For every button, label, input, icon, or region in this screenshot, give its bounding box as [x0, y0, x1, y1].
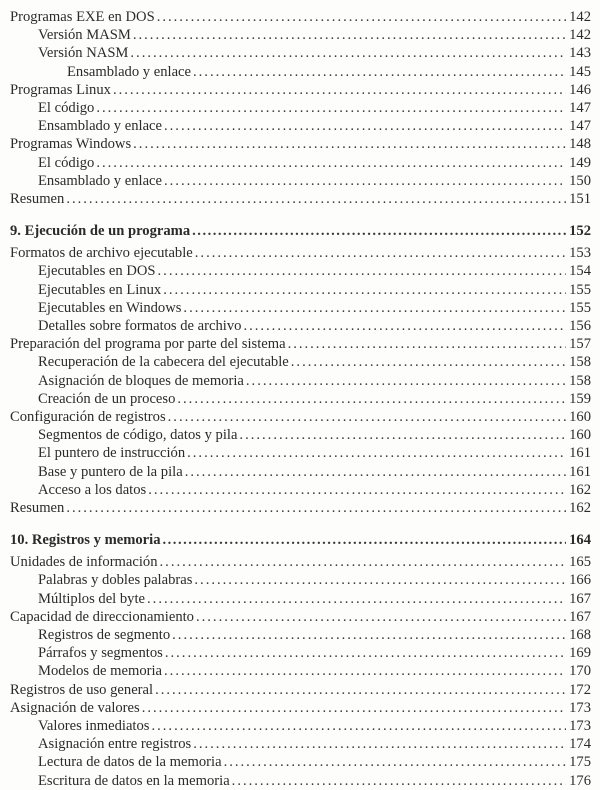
dot-leader	[246, 372, 566, 390]
toc-entry-title: Resumen	[10, 499, 65, 516]
toc-entry-page: 158	[569, 372, 591, 389]
toc-entry	[10, 463, 591, 481]
toc-entry	[10, 262, 591, 280]
dot-leader	[164, 662, 566, 680]
toc-entry-page: 155	[569, 299, 591, 316]
toc-entry	[10, 408, 591, 426]
toc-entry-title: Versión NASM	[38, 45, 129, 62]
toc-entry-page: 168	[569, 627, 591, 643]
toc-entry-page: 142	[569, 27, 591, 44]
dot-leader	[172, 626, 566, 644]
toc-entry	[10, 644, 591, 662]
dot-leader	[157, 8, 566, 26]
toc-entry	[10, 553, 591, 571]
toc-entry	[10, 735, 591, 753]
dot-leader	[113, 81, 566, 99]
toc-entry-title: El código	[38, 99, 95, 116]
toc-entry-page: 176	[569, 772, 591, 789]
dot-leader	[224, 753, 567, 771]
toc-entry-page: 147	[569, 99, 591, 116]
dot-leader	[291, 353, 566, 371]
toc-entry	[10, 608, 591, 626]
toc-entry-title: Ejecutables en Windows	[38, 299, 182, 316]
toc-entry-page: 160	[569, 408, 591, 425]
dot-leader	[194, 571, 566, 589]
toc-entry	[10, 44, 591, 62]
toc-entry	[10, 571, 591, 589]
dot-leader	[243, 317, 566, 335]
toc-entry	[10, 26, 591, 44]
toc-entry-page: 162	[569, 481, 591, 498]
table-of-contents	[10, 8, 591, 790]
toc-entry-title: Formatos de archivo ejecutable	[10, 245, 193, 262]
dot-leader	[164, 117, 566, 135]
dot-leader	[196, 608, 566, 626]
toc-entry-page: 170	[569, 663, 591, 680]
dot-leader	[195, 244, 566, 262]
dot-leader	[142, 699, 566, 717]
dot-leader	[177, 390, 566, 408]
toc-entry-title: Programas Linux	[10, 81, 111, 98]
toc-entry	[10, 335, 591, 353]
toc-entry-title: Asignación de bloques de memoria	[38, 372, 244, 389]
toc-entry-page: 142	[569, 9, 591, 25]
dot-leader	[185, 463, 566, 481]
toc-entry-page: 167	[569, 590, 591, 607]
toc-entry-title: Asignación de valores	[10, 699, 140, 716]
toc-entry-title: Preparación del programa por parte del sistema	[10, 336, 286, 353]
toc-entry-title: Base y puntero de la pila	[38, 463, 183, 480]
dot-leader	[96, 154, 566, 172]
toc-entry	[10, 772, 591, 790]
toc-entry-title: Párrafos y segmentos	[38, 645, 163, 662]
toc-entry-title: Resumen	[10, 190, 65, 207]
dot-leader	[183, 299, 566, 317]
dot-leader	[133, 135, 566, 153]
toc-entry-page: 159	[569, 390, 591, 407]
toc-entry-page: 143	[569, 45, 591, 62]
toc-entry	[10, 99, 591, 117]
toc-entry	[10, 426, 591, 444]
toc-entry-page: 146	[569, 81, 591, 98]
toc-entry-page: 162	[569, 499, 591, 516]
toc-entry	[10, 444, 591, 462]
toc-entry	[10, 753, 591, 771]
toc-entry-page: 164	[569, 532, 591, 549]
toc-entry	[10, 699, 591, 717]
dot-leader	[155, 681, 566, 699]
toc-entry	[10, 63, 591, 81]
dot-leader	[192, 222, 566, 240]
toc-entry-title: Lectura de datos de la memoria	[38, 754, 222, 771]
toc-entry-page: 161	[569, 463, 591, 480]
dot-leader	[96, 99, 566, 117]
toc-entry-page: 174	[569, 736, 591, 753]
toc-entry-title: Asignación entre registros	[38, 736, 192, 753]
toc-entry	[10, 222, 591, 240]
toc-entry	[10, 662, 591, 680]
toc-entry	[10, 626, 591, 644]
dot-leader	[168, 408, 566, 426]
toc-entry	[10, 244, 591, 262]
toc-entry	[10, 590, 591, 608]
toc-entry-title: Capacidad de direccionamiento	[10, 608, 194, 625]
toc-entry-title: El código	[38, 154, 95, 171]
toc-entry-page: 158	[569, 354, 591, 371]
toc-entry-title: Segmentos de código, datos y pila	[38, 427, 238, 444]
toc-entry-page: 153	[569, 245, 591, 262]
dot-leader	[160, 553, 567, 571]
toc-entry-page: 150	[569, 172, 591, 189]
toc-entry-title: Programas EXE en DOS	[10, 9, 155, 25]
toc-entry-page: 165	[569, 554, 591, 571]
toc-entry-title: El puntero de instrucción	[38, 445, 186, 462]
toc-entry-title: Detalles sobre formatos de archivo	[38, 318, 242, 334]
dot-leader	[164, 172, 566, 190]
toc-entry-page: 155	[569, 281, 591, 298]
toc-entry-page: 145	[569, 63, 591, 80]
toc-entry	[10, 172, 591, 190]
toc-entry-title: Registros de segmento	[38, 627, 171, 643]
dot-leader	[165, 644, 566, 662]
dot-leader	[66, 190, 566, 208]
dot-leader	[133, 26, 566, 44]
dot-leader	[288, 335, 567, 353]
toc-entry-title: Programas Windows	[10, 136, 132, 153]
toc-entry-title: Múltiplos del byte	[38, 590, 146, 607]
toc-entry	[10, 8, 591, 26]
toc-entry-title: Unidades de información	[10, 554, 158, 571]
toc-entry	[10, 390, 591, 408]
dot-leader	[151, 717, 566, 735]
toc-entry	[10, 117, 591, 135]
toc-entry-title: Registros de uso general	[10, 681, 154, 698]
toc-entry	[10, 531, 591, 549]
toc-entry-title: 9. Ejecución de un programa	[10, 223, 191, 240]
dot-leader	[232, 772, 566, 790]
toc-entry-title: Ejecutables en DOS	[38, 263, 156, 280]
toc-entry	[10, 481, 591, 499]
toc-entry-page: 172	[569, 681, 591, 698]
dot-leader	[193, 735, 566, 753]
dot-leader	[130, 44, 566, 62]
toc-entry-title: Ensamblado y enlace	[38, 172, 162, 189]
dot-leader	[158, 262, 567, 280]
toc-entry	[10, 299, 591, 317]
toc-entry-page: 157	[569, 336, 591, 353]
toc-entry-page: 173	[569, 699, 591, 716]
toc-entry	[10, 499, 591, 517]
dot-leader	[187, 444, 566, 462]
toc-entry-page: 169	[569, 645, 591, 662]
toc-entry	[10, 154, 591, 172]
toc-entry-title: Ejecutables en Linux	[38, 281, 162, 298]
toc-entry-title: Acceso a los datos	[38, 481, 147, 498]
toc-entry	[10, 717, 591, 735]
toc-entry-page: 167	[569, 608, 591, 625]
dot-leader	[66, 499, 566, 517]
toc-entry-title: Escritura de datos en la memoria	[38, 772, 230, 789]
toc-entry-page: 149	[569, 154, 591, 171]
toc-entry-page: 161	[569, 445, 591, 462]
toc-entry	[10, 135, 591, 153]
dot-leader	[148, 481, 566, 499]
toc-entry-title: Versión MASM	[38, 27, 131, 44]
toc-entry	[10, 190, 591, 208]
dot-leader	[163, 281, 566, 299]
toc-entry-page: 154	[569, 263, 591, 280]
dot-leader	[193, 63, 566, 81]
toc-entry	[10, 353, 591, 371]
toc-entry-title: Recuperación de la cabecera del ejecutable	[38, 354, 289, 371]
toc-entry-page: 152	[569, 223, 591, 240]
toc-entry	[10, 372, 591, 390]
toc-entry	[10, 281, 591, 299]
toc-entry	[10, 81, 591, 99]
toc-entry	[10, 317, 591, 335]
toc-entry-page: 160	[569, 427, 591, 444]
toc-entry-title: Modelos de memoria	[38, 663, 163, 680]
toc-entry-title: Ensamblado y enlace	[38, 118, 162, 135]
toc-entry	[10, 681, 591, 699]
toc-entry-title: Valores inmediatos	[38, 717, 150, 734]
toc-entry-page: 147	[569, 118, 591, 135]
dot-leader	[239, 426, 566, 444]
toc-entry-page: 151	[569, 190, 591, 207]
toc-entry-title: Configuración de registros	[10, 408, 166, 425]
toc-entry-page: 175	[569, 754, 591, 771]
dot-leader	[147, 590, 566, 608]
toc-entry-title: 10. Registros y memoria	[10, 532, 161, 549]
toc-entry-page: 173	[569, 717, 591, 734]
toc-entry-title: Palabras y dobles palabras	[38, 572, 193, 589]
toc-entry-page: 166	[569, 572, 591, 589]
toc-entry-title: Ensamblado y enlace	[67, 63, 191, 80]
dot-leader	[163, 531, 567, 549]
toc-entry-page: 156	[569, 318, 591, 334]
toc-entry-page: 148	[569, 136, 591, 153]
toc-entry-title: Creación de un proceso	[38, 390, 176, 407]
